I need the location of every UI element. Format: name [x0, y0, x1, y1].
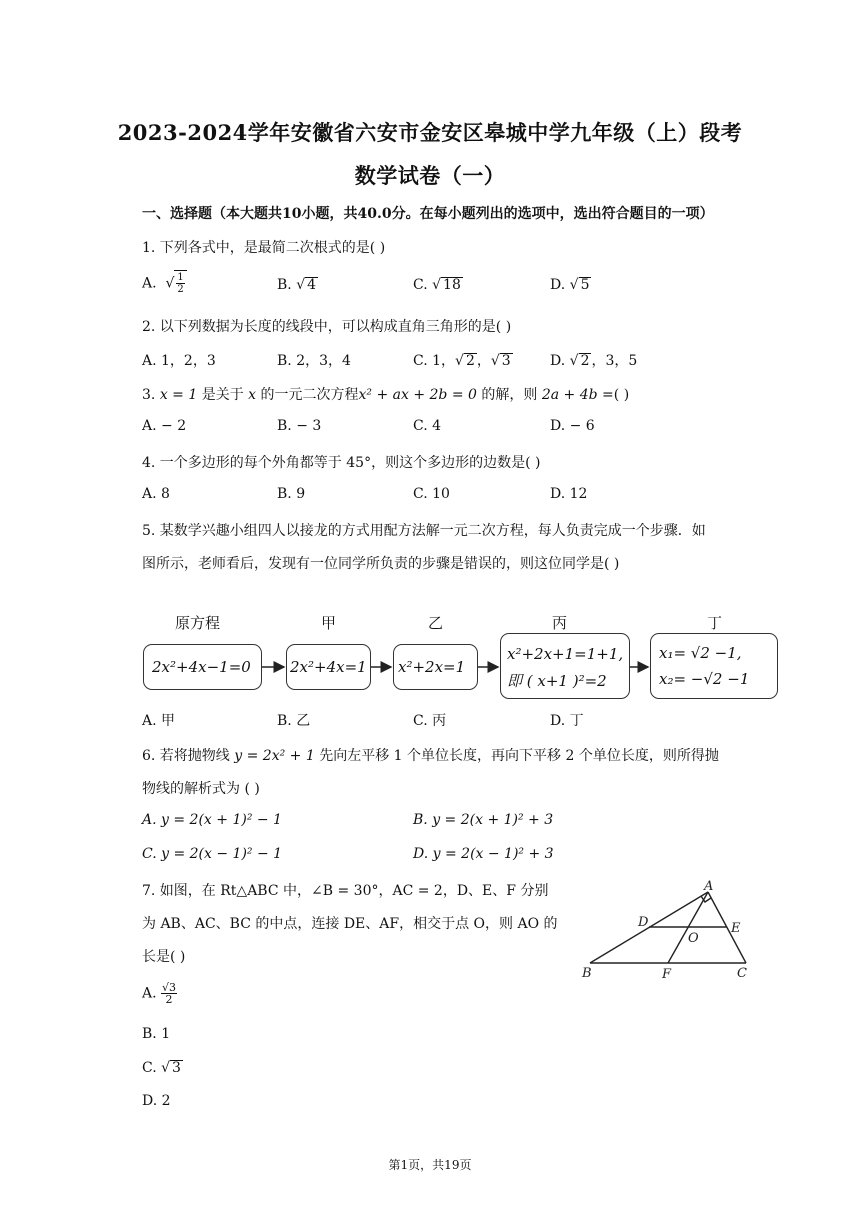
q6-stem-line1: 6. 若将抛物线 y = 2x² + 1 先向左平移 1 个单位长度，再向下平移 2 个单位长度，则所得抛	[142, 748, 719, 764]
q4-stem: 4. 一个多边形的每个外角都等于 45°，则这个多边形的边数是( )	[142, 455, 541, 471]
label-O: O	[688, 931, 699, 946]
q1-option-b: B. √ 4	[277, 277, 317, 293]
q3-stem: 3. x = 1 是关于 x 的一元二次方程x² + ax + 2b = 0 的解，则 2a + 4b =( )	[142, 387, 630, 403]
q4-option-d: D. 12	[550, 486, 588, 502]
flow-label-original: 原方程	[175, 614, 221, 632]
q7-option-d: D. 2	[142, 1093, 171, 1109]
label-B: B	[582, 966, 592, 981]
q1-option-d: D. √ 5	[550, 277, 590, 293]
page-footer: 第1页，共19页	[388, 1158, 472, 1172]
q1-stem: 1. 下列各式中，是最简二次根式的是( )	[142, 240, 386, 256]
q6-option-a: A. y = 2(x + 1)² − 1	[142, 812, 282, 828]
paper-title-line2: 数学试卷（一）	[354, 163, 506, 188]
q3-option-c: C. 4	[413, 418, 442, 434]
section-heading: 一、选择题（本大题共10小题，共40.0分。在每小题列出的选项中，选出符合题目的一项）	[142, 206, 714, 222]
label-C: C	[737, 966, 747, 981]
q5-option-a: A. 甲	[142, 713, 176, 729]
flow-box-jia: 2x²+4x=1	[286, 644, 371, 690]
flow-label-yi: 乙	[428, 614, 444, 632]
flow-label-ding: 丁	[707, 614, 723, 632]
flow-box-ding: x₁= √2 −1, x₂= −√2 −1	[650, 633, 778, 699]
label-D: D	[638, 915, 649, 930]
q5-stem-line1: 5. 某数学兴趣小组四人以接龙的方式用配方法解一元二次方程，每人负责完成一个步骤．如	[142, 523, 706, 539]
q7-option-b: B. 1	[142, 1026, 171, 1042]
q6-option-b: B. y = 2(x + 1)² + 3	[413, 812, 554, 828]
paper-title-line1: 2023-2024学年安徽省六安市金安区皋城中学九年级（上）段考	[117, 120, 743, 145]
label-F: F	[662, 967, 672, 982]
label-A: A	[704, 879, 714, 894]
q3-option-b: B. − 3	[277, 418, 322, 434]
q4-option-c: C. 10	[413, 486, 450, 502]
q7-stem-line3: 长是( )	[142, 949, 186, 965]
flow-box-bing: x²+2x+1=1+1, 即 ( x+1 )²=2	[500, 633, 630, 699]
q7-stem-line1: 7. 如图，在 Rt△ABC 中，∠B = 30°，AC = 2，D、E、F 分别	[142, 883, 549, 899]
q7-option-c: C. √ 3	[142, 1060, 181, 1076]
flow-label-jia: 甲	[321, 614, 337, 632]
q6-option-d: D. y = 2(x − 1)² + 3	[413, 846, 554, 862]
flow-label-bing: 丙	[552, 614, 568, 632]
q5-option-d: D. 丁	[550, 713, 584, 729]
q2-option-d: D. √ 2 ，3，5	[550, 353, 638, 369]
label-E: E	[731, 921, 741, 936]
q4-option-b: B. 9	[277, 486, 306, 502]
q5-option-c: C. 丙	[413, 713, 447, 729]
q5-stem-line2: 图所示，老师看后，发现有一位同学所负责的步骤是错误的，则这位同学是( )	[142, 556, 620, 572]
q4-option-a: A. 8	[142, 486, 170, 502]
q1-option-a: A. √ $\frac{1}{2}$	[142, 270, 187, 295]
flow-box-original: 2x²+4x−1=0	[143, 644, 262, 690]
q1-option-c: C. √ 18	[413, 277, 461, 293]
q6-option-c: C. y = 2(x − 1)² − 1	[142, 846, 283, 862]
q6-stem-line2: 物线的解析式为 ( )	[142, 781, 260, 797]
q5-option-b: B. 乙	[277, 713, 311, 729]
q7-stem-line2: 为 AB、AC、BC 的中点，连接 DE、AF，相交于点 O，则 AO 的	[142, 916, 558, 932]
q2-option-b: B. 2，3，4	[277, 353, 351, 369]
q2-stem: 2. 以下列数据为长度的线段中，可以构成直角三角形的是( )	[142, 319, 512, 335]
flow-box-yi: x²+2x=1	[393, 644, 478, 690]
q3-option-a: A. − 2	[142, 418, 187, 434]
q7-option-a: A. $\frac{√3}{2}$	[142, 981, 177, 1006]
q3-option-d: D. − 6	[550, 418, 595, 434]
q2-option-c: C. 1，√ 2 ，√ 3	[413, 353, 511, 369]
q2-option-a: A. 1，2，3	[142, 353, 216, 369]
